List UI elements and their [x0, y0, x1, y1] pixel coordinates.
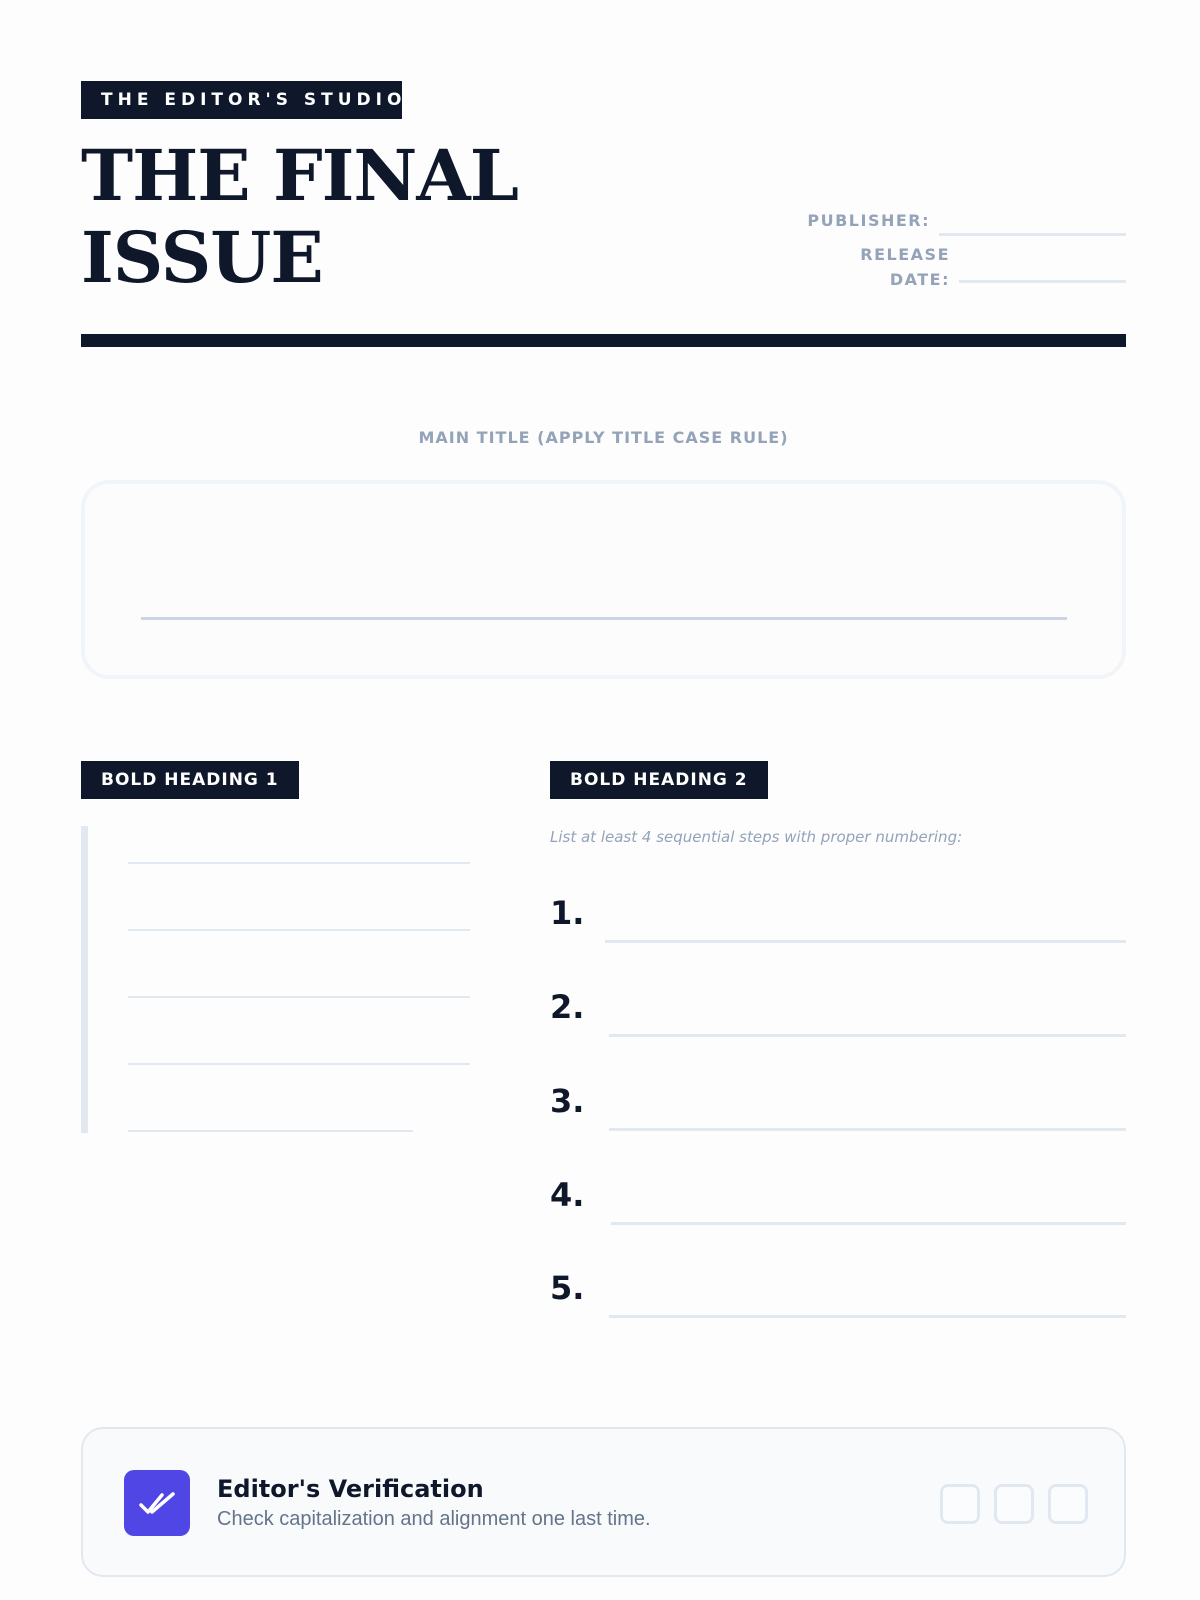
verification-checkbox-3[interactable] [1048, 1484, 1088, 1524]
steps-hint: List at least 4 sequential steps with proper numbering: [550, 828, 963, 846]
section-1-write-line[interactable] [128, 929, 470, 931]
step-number-2: 2. [550, 988, 585, 1026]
studio-badge: THE EDITOR'S STUDIO [81, 81, 402, 119]
verification-card [81, 1427, 1126, 1577]
worksheet-page [81, 0, 1126, 1600]
publisher-field[interactable] [939, 233, 1126, 236]
step-line-4[interactable] [611, 1222, 1126, 1225]
step-number-5: 5. [550, 1269, 585, 1307]
release-label-line-2: DATE: [889, 270, 950, 289]
step-line-5[interactable] [609, 1315, 1126, 1318]
section-1-write-line[interactable] [128, 1130, 413, 1132]
publisher-label: PUBLISHER: [807, 211, 930, 230]
main-title-box[interactable] [81, 480, 1126, 679]
step-line-1[interactable] [605, 940, 1126, 943]
page-title-line-1: THE FINAL [81, 134, 518, 217]
step-line-2[interactable] [609, 1034, 1126, 1037]
verification-subtitle: Check capitalization and alignment one last time. [217, 1508, 651, 1530]
verification-checkbox-2[interactable] [994, 1484, 1034, 1524]
page-title-line-2: ISSUE [81, 216, 323, 299]
release-date-field[interactable] [959, 280, 1126, 283]
step-number-4: 4. [550, 1176, 585, 1214]
step-line-3[interactable] [609, 1128, 1126, 1131]
release-label-line-1: RELEASE [860, 245, 950, 264]
page-title [81, 135, 518, 299]
step-number-3: 3. [550, 1082, 585, 1120]
section-heading-2: BOLD HEADING 2 [550, 761, 768, 799]
header-divider [81, 334, 1126, 347]
section-heading-1: BOLD HEADING 1 [81, 761, 299, 799]
release-date-label [710, 242, 950, 292]
section-1-accent-bar [81, 826, 88, 1133]
step-number-1: 1. [550, 894, 585, 932]
verification-checkbox-1[interactable] [940, 1484, 980, 1524]
verification-title: Editor's Verification [217, 1475, 484, 1503]
section-1-write-line[interactable] [128, 862, 470, 864]
double-check-icon [124, 1470, 190, 1536]
main-title-caption: MAIN TITLE (APPLY TITLE CASE RULE) [418, 428, 789, 447]
section-1-write-line[interactable] [128, 996, 470, 998]
section-1-write-line[interactable] [128, 1063, 470, 1065]
main-title-write-line [141, 617, 1067, 620]
